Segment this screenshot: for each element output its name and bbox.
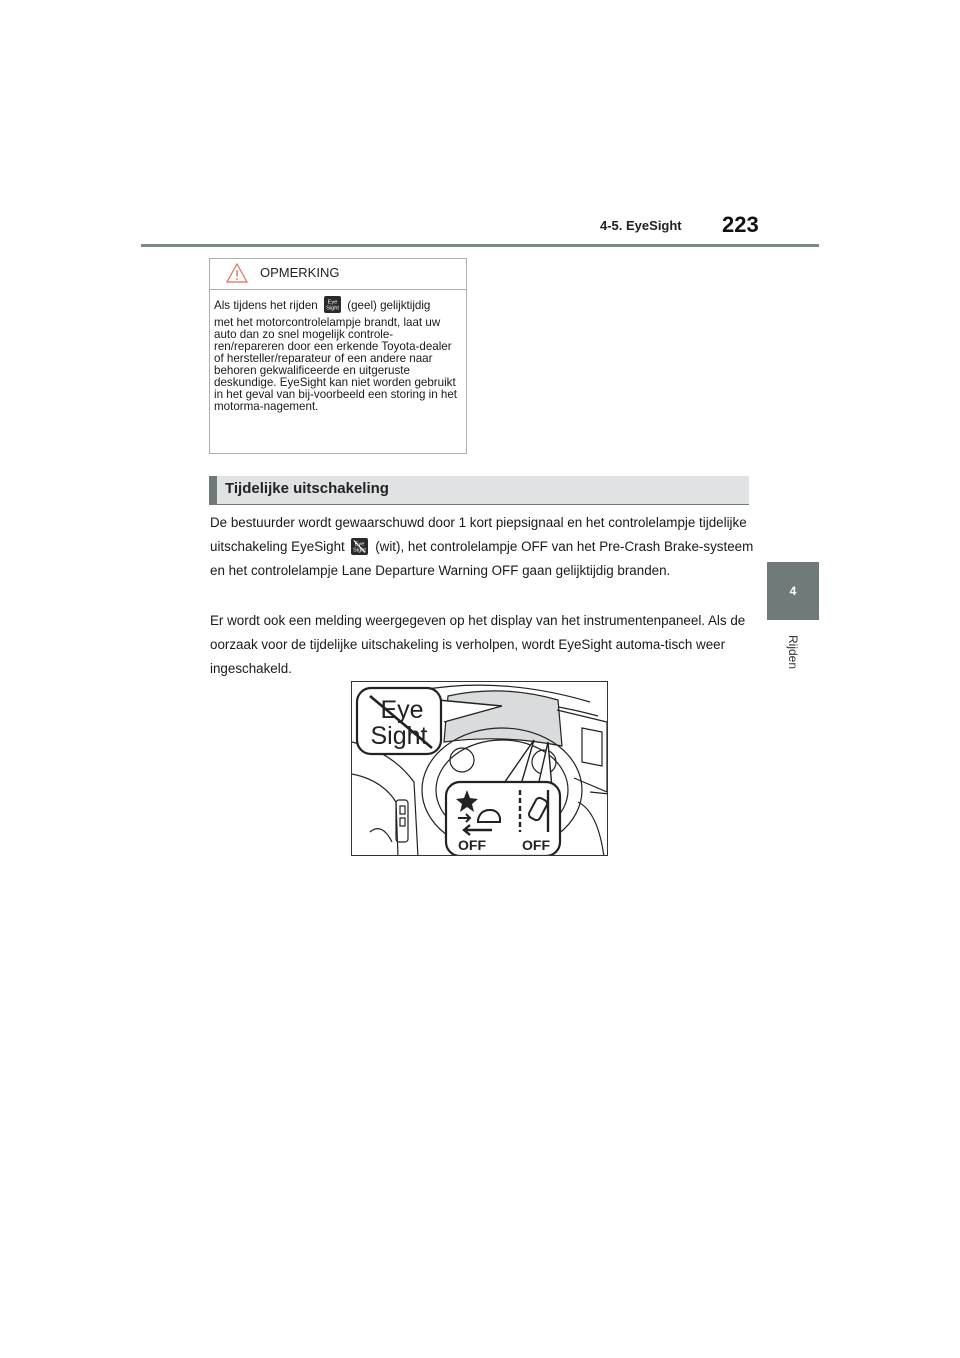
section-heading-bar [209, 476, 749, 505]
dashboard-drawing [352, 682, 608, 856]
eyesight-warning-icon [324, 296, 341, 313]
eyesight-off-icon [351, 538, 368, 555]
notice-box [209, 258, 467, 454]
eyesight-off-icon-text-bottom: Sight [353, 547, 367, 554]
paragraph-display-message: Er wordt ook een melding weergegeven op het display van het instrumentenpaneel. Als de oorzaak voor de tijdelijke uitschakeling is verholpen, wordt EyeSight automa-tisch weer ingeschakeld. [210, 613, 746, 676]
eyesight-icon-text-bottom: Sight [326, 305, 339, 312]
paragraph1-text-after-icon: (wit), het controlelampje OFF van het Pre-Crash Brake-systeem en het controlelampje Lane Departure Warning OFF gaan gelijktijdig branden. [210, 539, 754, 578]
eyesight-icon-text-top: Eye [327, 299, 338, 306]
callout-sight-text: Sight [370, 722, 428, 750]
notice-header [210, 259, 466, 290]
lane-departure-off-label: OFF [522, 837, 550, 853]
notice-text-body: met het motorcontrolelampje brandt, laat uw auto dan zo snel mogelijk controle-ren/repareren door een erkende Toyota-dealer of hersteller/reparateur of een andere naar behoren gekwalificeerde en uitgeruste deskundige. EyeSight kan niet worden gebruikt in het geval van bij-voorbeeld een storing in het motorma-nagement. [214, 316, 457, 413]
paragraph1-text-start: De bestuurder wordt gewaarschuwd door 1 kort piepsignaal en het controlelampje tijdelijke uitschakeling EyeSight [210, 515, 747, 554]
chapter-label: Rijden [786, 634, 800, 670]
chapter-number: 4 [789, 584, 797, 598]
notice-title: OPMERKING [260, 265, 340, 280]
notice-text-start: Als tijdens het rijden [214, 299, 318, 312]
notice-text-after-icon: (geel) gelijktijdig [347, 299, 431, 312]
eyesight-off-icon-text-top: Eye [355, 541, 365, 548]
dashboard-illustration [351, 681, 608, 856]
warning-triangle-icon [226, 263, 248, 283]
paragraph-warning-behaviour [210, 511, 755, 583]
pre-crash-off-label: OFF [458, 837, 486, 853]
section-title: Tijdelijke uitschakeling [225, 480, 389, 497]
page-number: 223 [722, 212, 759, 237]
header-rule [141, 244, 819, 247]
chapter-tab [767, 562, 819, 620]
callout-eye-text: Eye [380, 696, 424, 724]
header-section-title: 4-5. EyeSight [600, 218, 682, 233]
notice-body [210, 290, 466, 413]
